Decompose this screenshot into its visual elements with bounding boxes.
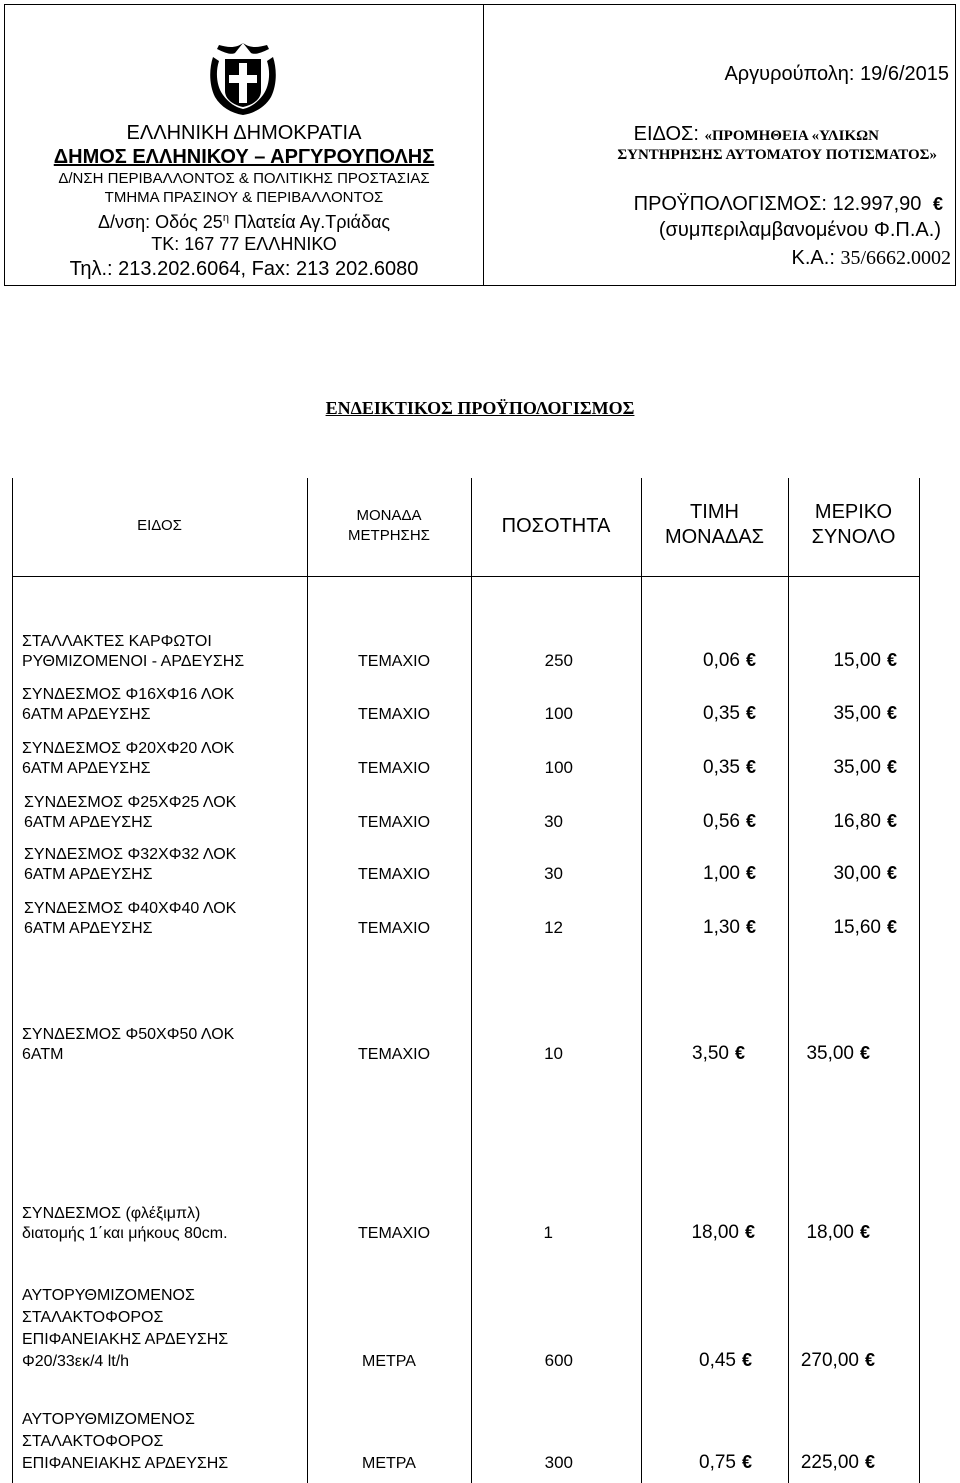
- column-header-price-line2: ΜΟΝΑΔΑΣ: [664, 526, 765, 548]
- phone-fax: Τηλ.: 213.202.6064, Fax: 213 202.6080: [69, 258, 419, 280]
- unit-price: [703, 650, 756, 671]
- unit-of-measure: ΤΕΜΑΧΙΟ: [358, 866, 431, 883]
- subtotal: [833, 811, 897, 832]
- department-name: ΤΜΗΜΑ ΠΡΑΣΙΝΟΥ & ΠΕΡΙΒΑΛΛΟΝΤΟΣ: [104, 189, 384, 206]
- subtotal: [833, 863, 897, 884]
- subtotal: [833, 757, 897, 778]
- euro-icon: €: [886, 811, 897, 831]
- item-description-line: ΣΥΝΔΕΣΜΟΣ Φ25ΧΦ25 ΛΟΚ: [24, 794, 237, 811]
- column-divider: [471, 478, 472, 1483]
- unit-price: [699, 1452, 752, 1473]
- letterhead: [4, 4, 956, 286]
- quantity: 250: [544, 651, 573, 670]
- euro-icon: €: [745, 863, 756, 883]
- euro-icon: €: [859, 1043, 870, 1063]
- euro-icon: €: [864, 1452, 875, 1472]
- unit-price: [703, 703, 756, 724]
- column-divider: [641, 478, 642, 1483]
- column-header-price-line1: ΤΙΜΗ: [690, 501, 739, 523]
- unit-of-measure: ΤΕΜΑΧΙΟ: [358, 920, 431, 937]
- euro-icon: €: [886, 650, 897, 670]
- quantity: 12: [544, 918, 563, 937]
- unit-of-measure: ΜΕΤΡΑ: [362, 1455, 416, 1472]
- subtotal: [806, 1043, 870, 1064]
- column-header-unit-price: [641, 500, 788, 550]
- euro-icon: €: [745, 917, 756, 937]
- budget-code-value: 35/6662.0002: [840, 247, 951, 269]
- unit-price: [703, 811, 756, 832]
- organization-block: [5, 121, 483, 281]
- header-divider: [483, 5, 484, 285]
- address-post: Πλατεία Αγ.Τριάδας: [228, 212, 391, 232]
- subtotal: [801, 1350, 875, 1371]
- euro-icon: €: [745, 650, 756, 670]
- item-description-line: 6ΑΤΜ ΑΡΔΕΥΣΗΣ: [24, 866, 153, 883]
- table-border-left: [12, 478, 13, 1483]
- unit-price: [699, 1350, 752, 1371]
- column-header-subtotal: [788, 500, 919, 550]
- euro-icon: €: [744, 1222, 755, 1242]
- item-description-line: ΕΠΙΦΑΝΕΙΑΚΗΣ ΑΡΔΕΥΣΗΣ: [22, 1331, 229, 1348]
- euro-icon: €: [745, 703, 756, 723]
- euro-icon: €: [886, 757, 897, 777]
- euro-icon: €: [745, 757, 756, 777]
- quantity: 600: [544, 1351, 573, 1370]
- subtotal: [833, 917, 897, 938]
- item-description-line: ΣΤΑΛΛΑΚΤΕΣ ΚΑΡΦΩΤΟΙ: [22, 633, 212, 650]
- subtotal-value: 225,00: [800, 1452, 859, 1473]
- subtotal: [806, 1222, 870, 1243]
- unit-price-value: 0,06: [703, 650, 740, 671]
- subtotal-value: 30,00: [833, 863, 881, 884]
- item-description-line: ΣΥΝΔΕΣΜΟΣ Φ20ΧΦ20 ΛΟΚ: [22, 740, 235, 757]
- unit-price: [703, 917, 756, 938]
- item-type: [634, 123, 879, 146]
- item-description-line: ΑΥΤΟΡΥΘΜΙΖΟΜΕΝΟΣ: [22, 1287, 195, 1304]
- unit-of-measure: ΤΕΜΑΧΙΟ: [358, 1046, 431, 1063]
- item-description-line: 6ΑΤΜ: [22, 1046, 64, 1063]
- subtotal: [801, 1452, 875, 1473]
- euro-icon: €: [886, 703, 897, 723]
- address-sup: η: [222, 212, 229, 224]
- address-line: [5, 207, 483, 233]
- item-description-line: ΡΥΘΜΙΖΟΜΕΝΟΙ - ΑΡΔΕΥΣΗΣ: [22, 653, 245, 670]
- euro-icon: €: [886, 917, 897, 937]
- unit-price-value: 0,75: [699, 1452, 736, 1473]
- euro-icon: €: [886, 863, 897, 883]
- subtotal-value: 15,60: [833, 917, 881, 938]
- euro-icon: €: [741, 1452, 752, 1472]
- subtotal-value: 16,80: [833, 811, 881, 832]
- euro-icon: €: [741, 1350, 752, 1370]
- column-header-total-line2: ΣΥΝΟΛΟ: [811, 526, 896, 548]
- quantity: 100: [544, 704, 573, 723]
- unit-of-measure: ΜΕΤΡΑ: [362, 1353, 416, 1370]
- euro-icon: €: [745, 811, 756, 831]
- item-type-text-1: «ΠΡΟΜΗΘΕΙΑ «ΥΛΙΚΩΝ: [704, 128, 879, 144]
- unit-price-value: 0,45: [699, 1350, 736, 1371]
- country-name: ΕΛΛΗΝΙΚΗ ΔΗΜΟΚΡΑΤΙΑ: [126, 122, 362, 144]
- unit-price-value: 0,56: [703, 811, 740, 832]
- directorate-name: Δ/ΝΣΗ ΠΕΡΙΒΑΛΛΟΝΤΟΣ & ΠΟΛΙΤΙΚΗΣ ΠΡΟΣΤΑΣΙΑΣ: [58, 170, 430, 187]
- item-description-line: ΣΥΝΔΕΣΜΟΣ (φλέξιμπλ): [22, 1205, 201, 1222]
- item-description-line: διατομής 1΄και μήκους 80cm.: [22, 1225, 228, 1242]
- budget-code: [792, 247, 951, 270]
- subtotal-value: 35,00: [806, 1043, 854, 1064]
- municipality-name: ΔΗΜΟΣ ΕΛΛΗΝΙΚΟΥ – ΑΡΓΥΡΟΥΠΟΛΗΣ: [53, 146, 435, 168]
- document-date: Αργυρούπολη: 19/6/2015: [724, 63, 949, 85]
- header-row-divider: [12, 576, 920, 577]
- unit-of-measure: ΤΕΜΑΧΙΟ: [358, 760, 431, 777]
- unit-price-value: 0,35: [703, 703, 740, 724]
- vat-note: (συμπεριλαμβανομένου Φ.Π.Α.): [658, 219, 941, 241]
- unit-price-value: 0,35: [703, 757, 740, 778]
- column-divider: [307, 478, 308, 1483]
- document-title: ΕΝΔΕΙΚΤΙΚΟΣ ΠΡΟΫΠΟΛΟΓΙΣΜΟΣ: [325, 398, 635, 418]
- greek-coat-of-arms-icon: [205, 41, 281, 117]
- item-description-line: ΑΥΤΟΡΥΘΜΙΖΟΜΕΝΟΣ: [22, 1411, 195, 1428]
- budget-amount: ΠΡΟΫΠΟΛΟΓΙΣΜΟΣ: 12.997,90: [633, 193, 922, 215]
- subtotal-value: 35,00: [833, 703, 881, 724]
- budget-line: [634, 193, 943, 216]
- item-description-line: ΣΥΝΔΕΣΜΟΣ Φ32ΧΦ32 ΛΟΚ: [24, 846, 237, 863]
- subtotal-value: 15,00: [833, 650, 881, 671]
- item-description-line: ΣΤΑΛΑΚΤΟΦΟΡΟΣ: [22, 1309, 164, 1326]
- unit-price-value: 1,30: [703, 917, 740, 938]
- unit-price: [703, 863, 756, 884]
- item-description-line: Φ20/33εκ/4 lt/h: [22, 1353, 130, 1370]
- item-description-line: ΣΥΝΔΕΣΜΟΣ Φ16ΧΦ16 ΛΟΚ: [22, 686, 235, 703]
- euro-icon: €: [859, 1222, 870, 1242]
- item-type-text-2: ΣΥΝΤΗΡΗΣΗΣ ΑΥΤΟΜΑΤΟΥ ΠΟΤΙΣΜΑΤΟΣ»: [617, 147, 937, 163]
- item-description-line: 6ΑΤΜ ΑΡΔΕΥΣΗΣ: [22, 760, 151, 777]
- subtotal: [833, 703, 897, 724]
- subtotal-value: 270,00: [800, 1350, 859, 1371]
- subtotal: [833, 650, 897, 671]
- subtotal-value: 18,00: [806, 1222, 854, 1243]
- subtotal-value: 35,00: [833, 757, 881, 778]
- quantity: 100: [544, 758, 573, 777]
- unit-price: [691, 1222, 755, 1243]
- column-header-unit-line1: ΜΟΝΑΔΑ: [356, 507, 422, 524]
- column-header-item: ΕΙΔΟΣ: [137, 517, 182, 534]
- column-header-unit-line2: ΜΕΤΡΗΣΗΣ: [348, 527, 430, 544]
- unit-price: [692, 1043, 745, 1064]
- quantity: 300: [544, 1453, 573, 1472]
- postal-code: ΤΚ: 167 77 ΕΛΛΗΝΙΚΟ: [151, 234, 337, 254]
- quantity: 30: [544, 864, 563, 883]
- unit-price: [703, 757, 756, 778]
- unit-price-value: 3,50: [692, 1043, 729, 1064]
- quantity: 30: [544, 812, 563, 831]
- item-description-line: ΣΥΝΔΕΣΜΟΣ Φ50ΧΦ50 ΛΟΚ: [22, 1026, 235, 1043]
- item-description-line: 6ΑΤΜ ΑΡΔΕΥΣΗΣ: [24, 920, 153, 937]
- item-description-line: 6ΑΤΜ ΑΡΔΕΥΣΗΣ: [24, 814, 153, 831]
- item-description-line: 6ΑΤΜ ΑΡΔΕΥΣΗΣ: [22, 706, 151, 723]
- unit-of-measure: ΤΕΜΑΧΙΟ: [358, 653, 431, 670]
- column-header-quantity: ΠΟΣΟΤΗΤΑ: [501, 515, 611, 537]
- unit-of-measure: ΤΕΜΑΧΙΟ: [358, 1225, 431, 1242]
- item-description-line: ΕΠΙΦΑΝΕΙΑΚΗΣ ΑΡΔΕΥΣΗΣ: [22, 1455, 229, 1472]
- quantity: 1: [543, 1223, 553, 1242]
- unit-of-measure: ΤΕΜΑΧΙΟ: [358, 706, 431, 723]
- column-divider: [788, 478, 789, 1483]
- euro-icon: €: [932, 194, 943, 214]
- quantity: 10: [544, 1044, 563, 1063]
- item-description-line: ΣΤΑΛΑΚΤΟΦΟΡΟΣ: [22, 1433, 164, 1450]
- table-border-right: [919, 478, 920, 1483]
- euro-icon: €: [734, 1043, 745, 1063]
- item-description-line: ΣΥΝΔΕΣΜΟΣ Φ40ΧΦ40 ΛΟΚ: [24, 900, 237, 917]
- budget-code-label: Κ.Α.:: [791, 247, 841, 269]
- unit-price-value: 18,00: [691, 1222, 739, 1243]
- column-header-total-line1: ΜΕΡΙΚΟ: [814, 501, 893, 523]
- unit-of-measure: ΤΕΜΑΧΙΟ: [358, 814, 431, 831]
- item-type-label: ΕΙΔΟΣ:: [633, 123, 705, 145]
- euro-icon: €: [864, 1350, 875, 1370]
- column-header-unit: [307, 506, 471, 546]
- address-pre: Δ/νση: Οδός 25: [97, 212, 223, 232]
- unit-price-value: 1,00: [703, 863, 740, 884]
